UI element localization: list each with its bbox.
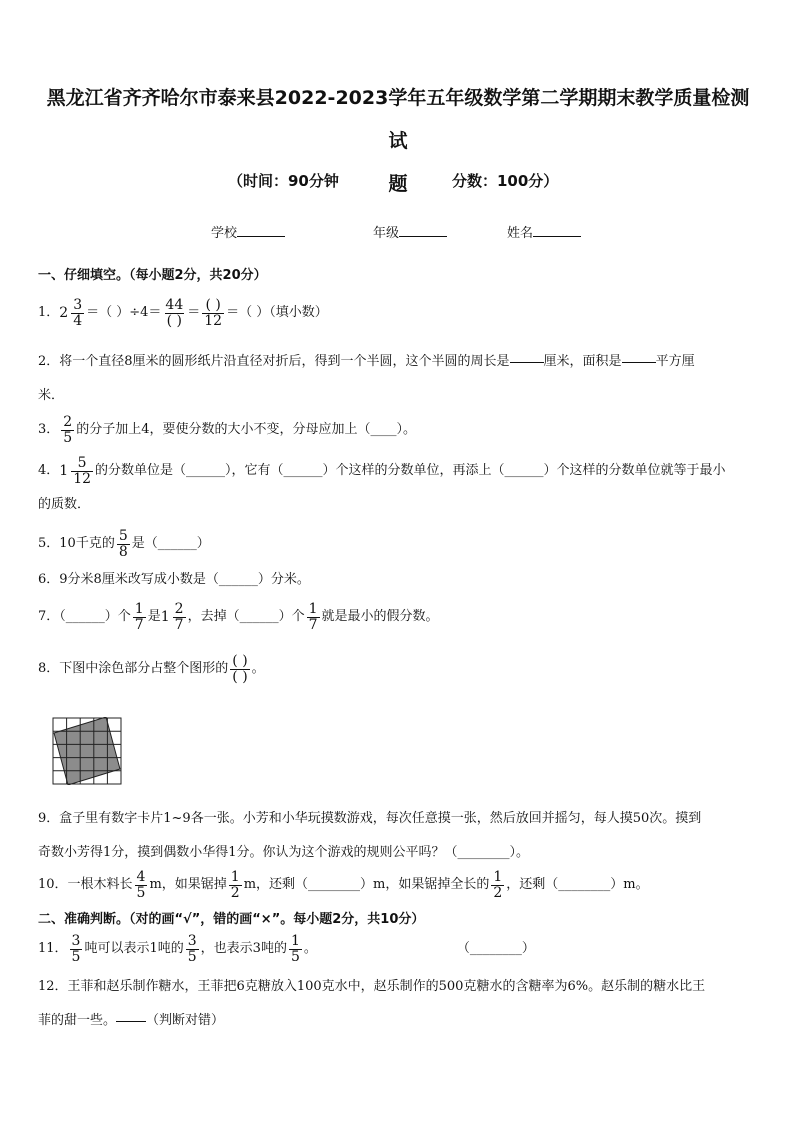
fraction: $\frac{3}{5}$ [71,932,81,965]
name-field[interactable] [507,222,581,241]
fraction: $\frac{1}{5}$ [290,932,300,965]
answer-blank[interactable] [510,362,544,363]
fraction: $\frac{1}{7}$ [134,600,144,633]
fraction: $\frac{4}{5}$ [136,868,146,901]
fraction: $\frac{2}{5}$ [63,413,73,446]
name-label: 姓名 [507,226,534,241]
grade-field[interactable] [373,222,447,241]
judgement-answer[interactable]: （________） [456,941,535,956]
mixed-fraction: 1 $\frac{2}{7}$ [160,600,184,633]
fraction: $\frac{3}{5}$ [187,932,197,965]
school-field[interactable] [211,222,285,241]
grid-figure [52,717,122,785]
fraction: $\frac{1}{7}$ [308,600,318,633]
question-8: 8．下图中涂色部分占整个图形的 $\frac{( )}{( )}$ 。 [38,652,265,685]
answer-blank[interactable] [622,362,656,363]
question-6: 6．9分米8厘米改写成小数是（______）分米。 [38,572,310,587]
question-7: 7．（______）个 $\frac{1}{7}$ 是 1 $\frac{2}{7}$ ，去掉（______）个 $\frac{1}{7}$ 就是最小的假分数。 [38,600,439,633]
fraction: $\frac{( )}{( )}$ [232,652,248,685]
fraction: $\frac{1}{2}$ [230,868,240,901]
question-5: 5．10千克的 $\frac{5}{8}$ 是（______） [38,527,210,560]
grade-label: 年级 [373,226,400,241]
score-label: 分数：100分） [452,172,559,190]
question-4: 4． 1 $\frac{5}{12}$ 的分数单位是（______），它有（______）个这样的分数单位，再添上（______）个这样的分数单位就等于最小 的质数． [38,454,726,512]
title-line-2: 题 [388,173,408,195]
question-3: 3． $\frac{2}{5}$ 的分子加上4，要使分数的大小不变，分母应加上（____）。 [38,413,416,446]
page-title [38,77,758,206]
title-line-1: 黑龙江省齐齐哈尔市泰来县2022-2023学年五年级数学第二学期期末教学质量检测试 [46,87,750,152]
section-2-heading: 二、准确判断。（对的画“√”，错的画“×”。每小题2分，共10分） [38,912,425,927]
question-9: 9．盒子里有数字卡片1~9各一张。小芳和小华玩摸数游戏，每次任意摸一张，然后放回并摇匀，每人摸50次。摸到 奇数小芳得1分，摸到偶数小华得1分。你认为这个游戏的规则公平吗？（________）。 [38,811,702,860]
fraction: $\frac{( )}{12}$ [204,296,223,329]
question-10: 10．一根木料长 $\frac{4}{5}$ m，如果锯掉 $\frac{1}{2}$ m，还剩（________）m，如果锯掉全长的 $\frac{1}{2}$ ，还剩（________）m。 [38,868,649,901]
fraction: $\frac{1}{2}$ [493,868,503,901]
school-label: 学校 [211,226,238,241]
mixed-fraction: 2 $\frac{3}{4}$ [59,296,83,329]
fraction: $\frac{5}{8}$ [118,527,128,560]
question-11: 11． $\frac{3}{5}$ 吨可以表示1吨的 $\frac{3}{5}$ ，也表示3吨的 $\frac{1}{5}$ 。 （________） [38,932,535,965]
fraction: $\frac{44}{( )}$ [165,296,184,329]
answer-blank[interactable] [116,1021,146,1022]
question-12: 12．王菲和赵乐制作糖水，王菲把6克糖放入100克水中，赵乐制作的500克糖水的含糖率为6%。赵乐制的糖水比王 菲的甜一些。 （判断对错） [38,979,706,1028]
question-2: 2．将一个直径8厘米的圆形纸片沿直径对折后，得到一个半圆，这个半圆的周长是 厘米，面积是 平方厘 米． [38,354,695,403]
shaded-square [54,717,120,785]
time-label: （时间：90分钟 [228,172,339,190]
question-1: 1． 2 $\frac{3}{4}$ ＝（ ）÷4＝ $\frac{44}{( )}$ ＝ $\frac{( )}{12}$ ＝（ ）（填小数） [38,296,328,329]
section-1-heading: 一、仔细填空。（每小题2分，共20分） [38,268,267,283]
mixed-fraction: 1 $\frac{5}{12}$ [59,454,92,487]
